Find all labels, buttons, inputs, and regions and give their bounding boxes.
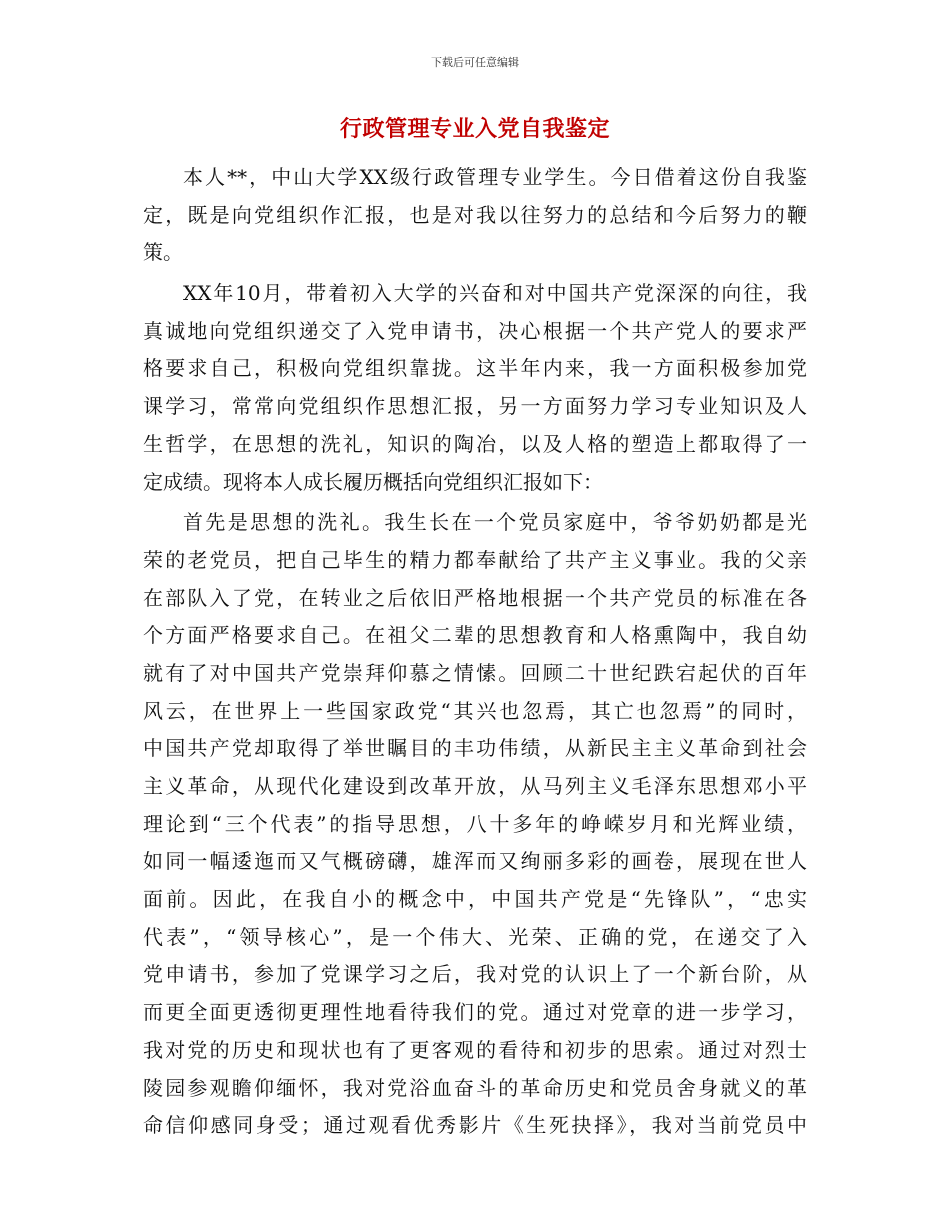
paragraph-3-line-17: 命信仰感同身受；通过观看优秀影片《生死抉择》，我对当前党员中 xyxy=(143,1113,807,1138)
page-header-note: 下载后可任意编辑 xyxy=(431,56,519,69)
paragraph-3-line-10: 如同一幅逶迤而又气概磅礴，雄浑而又绚丽多彩的画卷，展现在世人 xyxy=(143,849,807,874)
paragraph-3-line-15: 我对党的历史和现状也有了更客观的看待和初步的思索。通过对烈士 xyxy=(143,1037,807,1062)
paragraph-3-line-3: 在部队入了党，在转业之后依旧严格地根据一个共产党员的标准在各 xyxy=(143,585,807,610)
paragraph-2-line-4: 课学习，常常向党组织作思想汇报，另一方面努力学习专业知识及人 xyxy=(143,394,807,419)
paragraph-3-line-13: 党申请书，参加了党课学习之后，我对党的认识上了一个新台阶，从 xyxy=(143,962,807,987)
paragraph-3-line-5: 就有了对中国共产党崇拜仰慕之情愫。回顾二十世纪跌宕起伏的百年 xyxy=(143,660,807,685)
paragraph-3-line-8: 主义革命，从现代化建设到改革开放，从马列主义毛泽东思想邓小平 xyxy=(143,774,807,798)
paragraph-3-line-7: 中国共产党却取得了举世瞩目的丰功伟绩，从新民主主义革命到社会 xyxy=(143,736,807,761)
document-body xyxy=(143,159,807,1145)
paragraph-3-line-12: 代表”，“领导核心”，是一个伟大、光荣、正确的党，在递交了入 xyxy=(143,924,807,949)
paragraph-1-line-1: 本人**，中山大学XX级行政管理专业学生。今日借着这份自我鉴 xyxy=(183,165,807,189)
paragraph-1-line-2: 定，既是向党组织作汇报，也是对我以往努力的总结和今后努力的鞭 xyxy=(143,202,807,227)
paragraph-1-line-3: 策。 xyxy=(143,240,183,265)
paragraph-3-line-4: 个方面严格要求自己。在祖父二辈的思想教育和人格熏陶中，我自幼 xyxy=(143,623,807,648)
document-title: 行政管理专业入党自我鉴定 xyxy=(339,117,610,142)
paragraph-3-line-2: 荣的老党员，把自己毕生的精力都奉献给了共产主义事业。我的父亲 xyxy=(143,547,807,572)
paragraph-3-line-14: 而更全面更透彻更理性地看待我们的党。通过对党章的进一步学习， xyxy=(143,1000,807,1025)
paragraph-3-line-6: 风云，在世界上一些国家政党“其兴也忽焉，其亡也忽焉”的同时， xyxy=(143,698,807,723)
paragraph-2-line-5: 生哲学，在思想的洗礼，知识的陶冶，以及人格的塑造上都取得了一 xyxy=(143,431,807,456)
paragraph-3-line-11: 面前。因此，在我自小的概念中，中国共产党是“先锋队”，“忠实 xyxy=(143,887,807,912)
paragraph-3-line-1: 首先是思想的洗礼。我生长在一个党员家庭中，爷爷奶奶都是光 xyxy=(183,510,807,535)
paragraph-2-line-2: 真诚地向党组织递交了入党申请书，决心根据一个共产党人的要求严 xyxy=(143,318,807,343)
paragraph-2-line-3: 格要求自己，积极向党组织靠拢。这半年内来，我一方面积极参加党 xyxy=(143,356,807,381)
paragraph-3-line-9: 理论到“三个代表”的指导思想，八十多年的峥嵘岁月和光辉业绩， xyxy=(143,811,807,836)
paragraph-2-line-1: XX年10月，带着初入大学的兴奋和对中国共产党深深的向往，我 xyxy=(183,281,807,306)
paragraph-2-line-6: 定成绩。现将本人成长履历概括向党组织汇报如下： xyxy=(143,469,603,494)
paragraph-3-line-16: 陵园参观瞻仰缅怀，我对党浴血奋斗的革命历史和党员舍身就义的革 xyxy=(143,1075,807,1100)
